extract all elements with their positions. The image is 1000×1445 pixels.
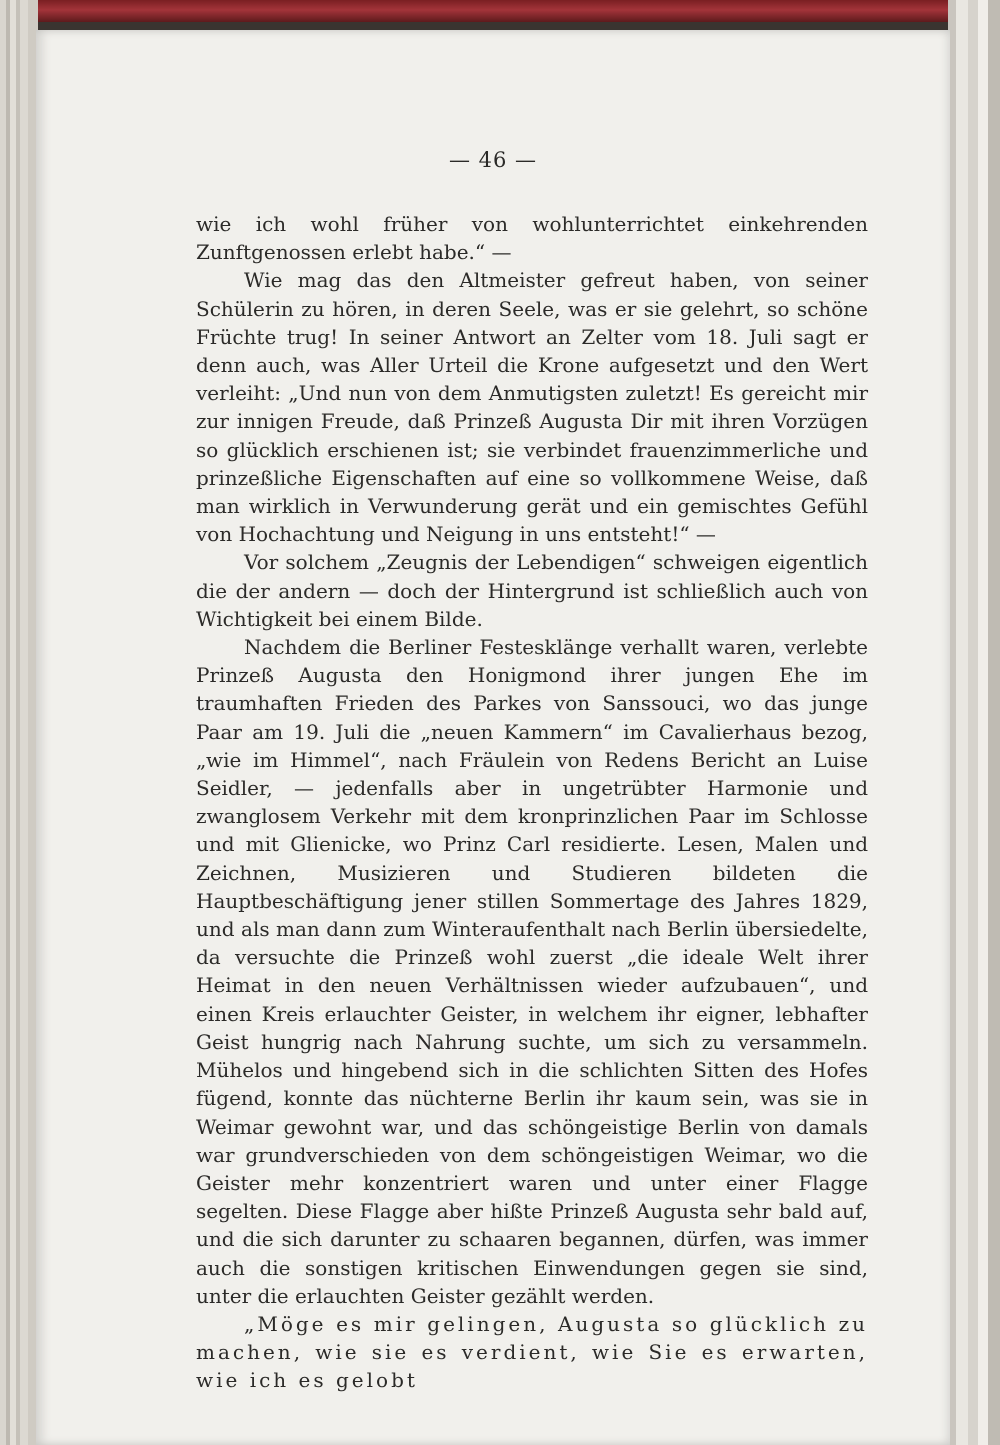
book-binding-top xyxy=(0,0,1000,22)
paragraph-1: wie ich wohl früher von wohlunterrichtet einkehrenden Zunftgenossen erlebt habe.“ — xyxy=(196,212,868,265)
paragraph-2: Wie mag das den Altmeister gefreut haben, von seiner Schülerin zu hören, in deren Seele, was er sie gelehrt, so schöne Früchte trug! In seiner Antwort an Zelter vom 18. Juli sagt er denn auch, was Aller Urteil die Krone aufgesetzt und den Wert verleiht: „Und nun von dem Anmutigsten zuletzt! Es gereicht mir zur innigen Freude, daß Prinzeß Augusta Dir mit ihren Vorzügen so glücklich erschienen ist; sie verbindet frauenzimmerliche und prinzeßliche Eigenschaften auf eine so vollkommene Weise, daß man wirklich in Verwunderung gerät und ein gemischtes Gefühl von Hochachtung und Neigung in uns entsteht!“ — xyxy=(196,268,868,547)
book-gutter-left xyxy=(0,0,38,1445)
paragraph-5: „Möge es mir gelingen, Augusta so glücklich zu machen, wie sie es verdient, wie Sie es erwarten, wie ich es gelobt xyxy=(196,1311,868,1393)
paragraph-3: Vor solchem „Zeugnis der Lebendigen“ schweigen eigentlich die der andern — doch der Hintergrund ist schließlich auch von Wichtigkeit bei einem Bilde. xyxy=(196,550,868,631)
paragraph-4: Nachdem die Berliner Festesklänge verhallt waren, verlebte Prinzeß Augusta den Honigmond ihrer jungen Ehe im traumhaften Frieden des Parkes von Sanssouci, wo das junge Paar am 19. Juli die „neuen Kammern“ im Cavalierhaus bezog, „wie im Himmel“, nach Fräulein von Redens Bericht an Luise Seidler, — jedenfalls aber in ungetrübter Harmonie und zwanglosem Verkehr mit dem kronprinzlichen Paar im Schlosse und mit Glienicke, wo Prinz Carl residierte. Lesen, Malen und Zeichnen, Musizieren und Studieren bildeten die Hauptbeschäftigung jener stillen Sommertage des Jahres 1829, und als man dann zum Winteraufenthalt nach Berlin übersiedelte, da versuchte die Prinzeß wohl zuerst „die ideale Welt ihrer Heimat in den neuen Verhältnissen wieder aufzubauen“, und einen Kreis erlauchter Geister, in welchem ihr eigner, lebhafter Geist hungrig nach Nahrung suchte, um sich zu versammeln. Mühelos und hingebend sich in die schlichten Sitten des Hofes fügend, konnte das nüchterne Berlin ihr kaum sein, was sie in Weimar gewohnt war, und das schöngeistige Berlin von damals war grundverschieden von dem schöngeistigen Weimar, wo die Geister mehr konzentriert waren und unter einer Flagge segelten. Diese Flagge aber hißte Prinzeß Augusta sehr bald auf, und die sich darunter zu schaaren begannen, dürfen, was immer auch die sonstigen kritischen Einwendungen gegen sie sind, unter die erlauchten Geister gezählt werden. xyxy=(196,635,868,1308)
page-number: — 46 — xyxy=(448,148,538,172)
page-edges-right xyxy=(948,0,1000,1445)
body-text xyxy=(196,210,868,1395)
book-page xyxy=(36,30,950,1445)
